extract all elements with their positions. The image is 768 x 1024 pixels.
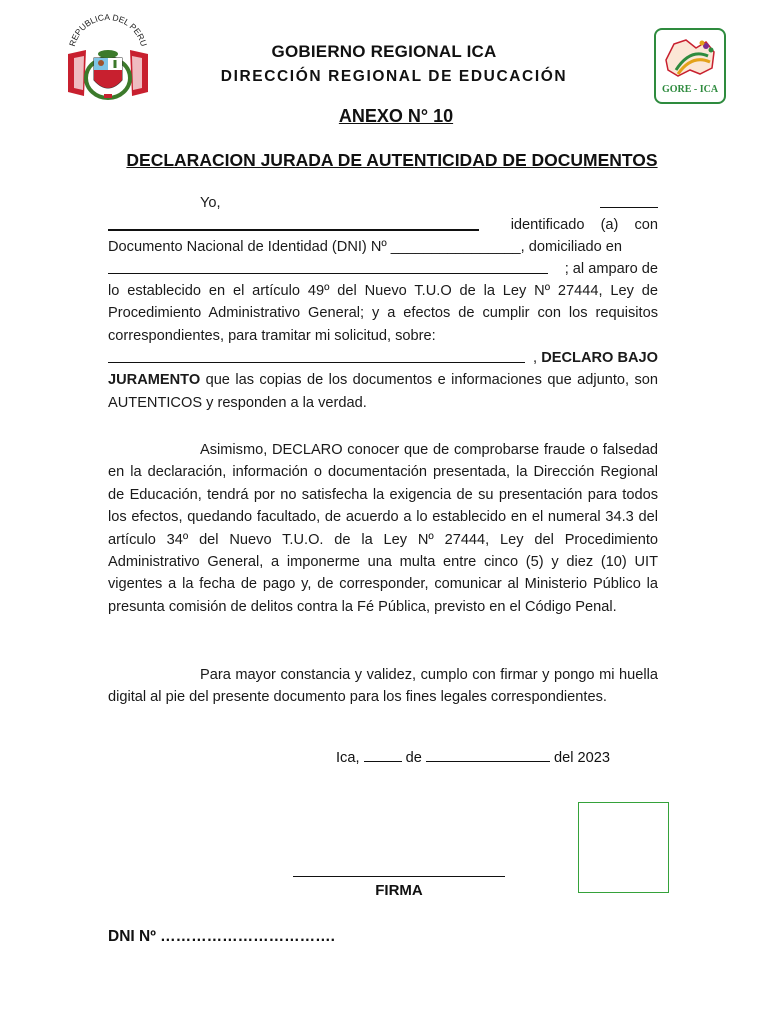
month-field[interactable] — [426, 761, 550, 762]
gore-ica-logo — [654, 28, 726, 104]
annex-number: ANEXO N° 10 — [338, 106, 454, 126]
name-blank-start[interactable] — [600, 192, 658, 208]
amparo-label: ; al amparo de — [564, 261, 658, 277]
paragraph-declaration — [108, 192, 658, 414]
signature-line[interactable] — [293, 876, 505, 877]
comma: , — [533, 350, 538, 367]
document-title: DECLARACION JURADA DE AUTENTICIDAD DE DOCUMENTOS — [126, 150, 658, 170]
date-place: Ica, — [336, 750, 360, 766]
declaro-heading-a: DECLARO BAJO — [541, 350, 658, 367]
header-direction-name: DIRECCIÓN REGIONAL DE EDUCACIÓN — [220, 68, 568, 85]
identified-label: identificado (a) con — [510, 217, 658, 233]
paragraph-fraud — [108, 439, 658, 618]
signature-label: FIRMA — [375, 882, 423, 899]
dni-line: Documento Nacional de Identidad (DNI) Nº ________________, domiciliado en — [108, 239, 623, 255]
paragraph-constancy — [108, 664, 658, 709]
header-government-name: GOBIERNO REGIONAL ICA — [271, 42, 497, 61]
declaro-heading-b: JURAMENTO — [108, 372, 201, 389]
address-field[interactable] — [108, 258, 548, 274]
date-year: del 2023 — [554, 750, 611, 766]
date-line — [336, 750, 610, 766]
authenticity-text: que las copias de los documentos e informaciones que adjunto, son AUTENTICOS y responden a la verdad. — [108, 372, 658, 411]
name-field[interactable] — [108, 214, 479, 231]
request-subject-field[interactable] — [108, 347, 525, 363]
legal-basis-text: lo establecido en el artículo 49º del Nuevo T.U.O de la Ley Nº 27444, Ley de Procedimiento Administrativo General; y a efectos de cumplir con los requisitos correspondientes, para tramitar mi solicitud, sobre: — [108, 283, 658, 344]
yo-label: Yo, — [200, 195, 221, 211]
constancy-text: Para mayor constancia y validez, cumplo con firmar y pongo mi huella digital al pie del presente documento para los fines legales correspondientes. — [108, 667, 658, 706]
fingerprint-box[interactable] — [578, 802, 669, 893]
fraud-text: Asimismo, DECLARO conocer que de comprobarse fraude o falsedad en la declaración, información o documentación presentada, la Dirección Regional de Educación, tendrá por no satisfecha la exigencia de su presentación para todos los efectos, quedando facultado, de acuerdo a lo establecido en el numeral 34.3 del artículo 34º del Nuevo T.U.O. de la Ley Nº 27444, Ley del Procedimiento Administrativo General, a imponerme una multa entre cinco (5) y diez (10) UIT vigentes a la fecha de pago y, de corresponder, comunicar al Ministerio Público la presunta comisión de delitos contra la Fé Pública, previsto en el Código Penal. — [108, 442, 658, 615]
date-de: de — [405, 750, 422, 766]
dni-signature-field: DNI Nº ……………………………. — [108, 928, 335, 945]
day-field[interactable] — [364, 761, 402, 762]
svg-text:REPUBLICA DEL PERU: REPUBLICA DEL PERU — [66, 14, 150, 48]
svg-text:GORE - ICA: GORE - ICA — [661, 84, 719, 95]
